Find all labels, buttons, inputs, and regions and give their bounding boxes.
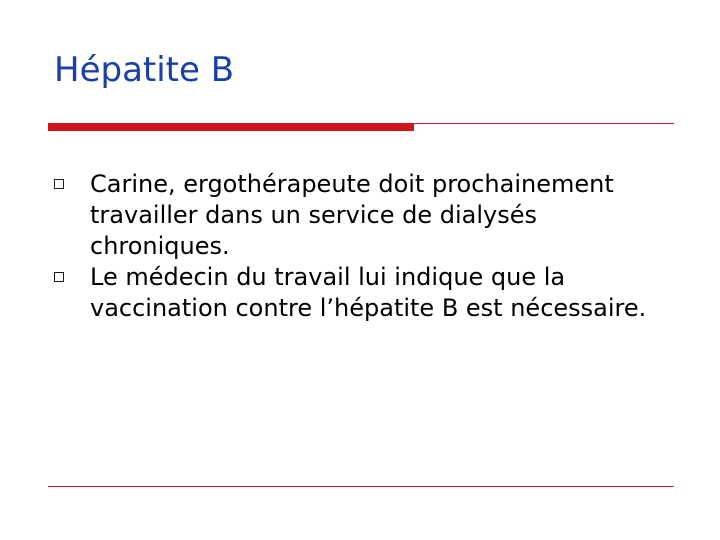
bullet-text: Carine, ergothérapeute doit prochainement travailler dans un service de dialysés chroniques. (90, 170, 614, 260)
bullet-list (54, 169, 664, 324)
hollow-square-bullet-icon (54, 179, 64, 189)
bullet-item (54, 262, 664, 324)
slide-title: Hépatite B (54, 50, 235, 90)
footer-divider-line (48, 486, 674, 487)
bullet-text: Le médecin du travail lui indique que la vaccination contre l’hépatite B est nécessaire. (90, 263, 647, 322)
title-accent-bar (48, 124, 414, 131)
bullet-item (54, 169, 664, 262)
hollow-square-bullet-icon (54, 272, 64, 282)
